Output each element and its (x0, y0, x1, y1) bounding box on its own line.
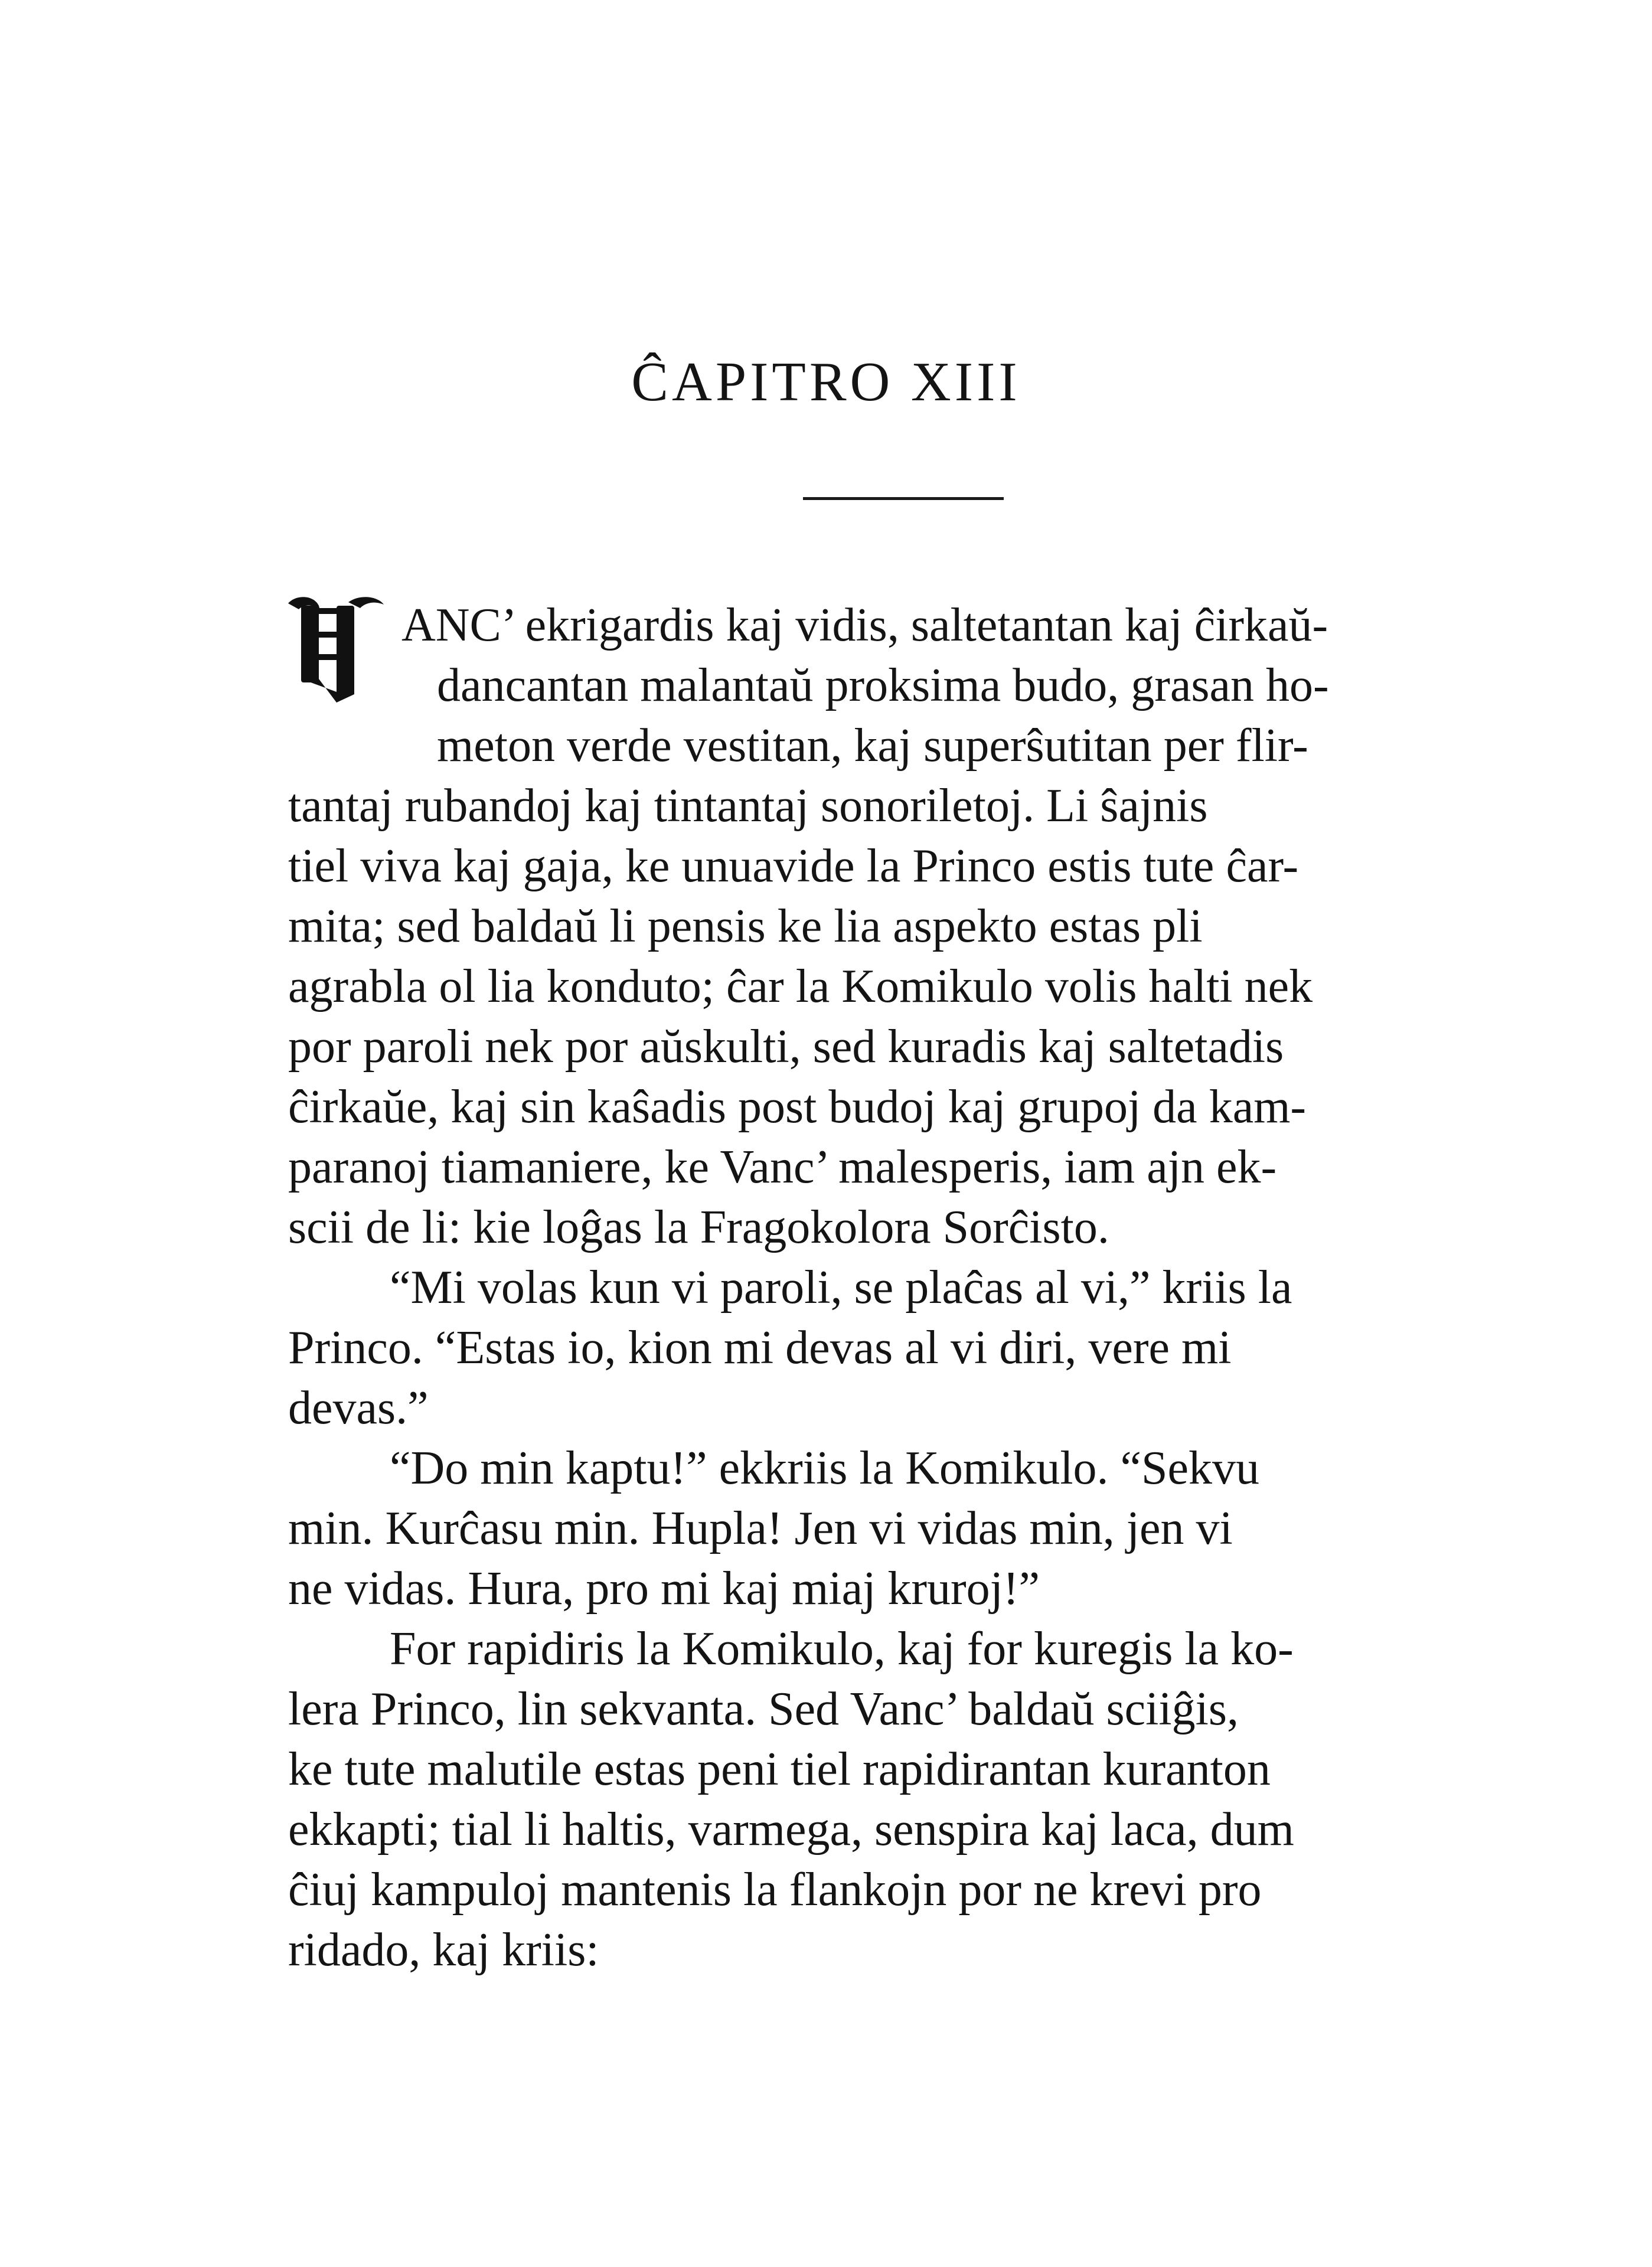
text-line: lera Princo, lin sekvanta. Sed Vanc’ baldaŭ sciiĝis, (288, 1683, 1239, 1735)
text-line: min. Kurĉasu min. Hupla! Jen vi vidas min, jen vi (288, 1502, 1233, 1554)
text-line: devas.” (288, 1382, 429, 1434)
text-line: “Do min kaptu!” ekkriis la Komikulo. “Sekvu (390, 1442, 1260, 1494)
chapter-title: ĈAPITRO XIII (631, 351, 1021, 413)
text-line: ne vidas. Hura, pro mi kaj miaj kruroj!” (288, 1563, 1040, 1615)
text-line: ridado, kaj kriis: (288, 1924, 599, 1976)
text-line: mita; sed baldaŭ li pensis ke lia aspekto estas pli (288, 900, 1203, 952)
text-line: ĉirkaŭe, kaj sin kaŝadis post budoj kaj grupoj da kam- (288, 1081, 1307, 1133)
text-line: scii de li: kie loĝas la Fragokolora Sorĉisto. (288, 1201, 1109, 1253)
drop-cap-initial (277, 590, 390, 708)
text-line: agrabla ol lia konduto; ĉar la Komikulo volis halti nek (288, 961, 1313, 1012)
text-line: ekkapti; tial li haltis, varmega, senspira kaj laca, dum (288, 1804, 1294, 1856)
text-line: ĉiuj kampuloj mantenis la flankojn por ne krevi pro (288, 1864, 1262, 1916)
text-line: For rapidiris la Komikulo, kaj for kuregis la ko- (390, 1623, 1294, 1675)
text-line: dancantan malantaŭ proksima budo, grasan ho- (437, 659, 1329, 711)
text-line: por paroli nek por aŭskulti, sed kuradis kaj saltetadis (288, 1021, 1284, 1073)
text-line: Princo. “Estas io, kion mi devas al vi diri, vere mi (288, 1322, 1232, 1374)
text-line: paranoj tiamaniere, ke Vanc’ malesperis, iam ajn ek- (288, 1141, 1277, 1193)
text-line: tiel viva kaj gaja, ke unuavide la Princo estis tute ĉar- (288, 840, 1299, 892)
title-rule (803, 497, 1004, 500)
text-line: tantaj rubandoj kaj tintantaj sonoriletoj. Li ŝajnis (288, 780, 1208, 832)
text-line: “Mi volas kun vi paroli, se plaĉas al vi,” kriis la (390, 1262, 1292, 1314)
text-line: meton verde vestitan, kaj superŝutitan per flir- (437, 720, 1308, 772)
text-line: ANC’ ekrigardis kaj vidis, saltetantan kaj ĉirkaŭ- (401, 599, 1328, 651)
text-line: ke tute malutile estas peni tiel rapidirantan kuranton (288, 1743, 1271, 1795)
